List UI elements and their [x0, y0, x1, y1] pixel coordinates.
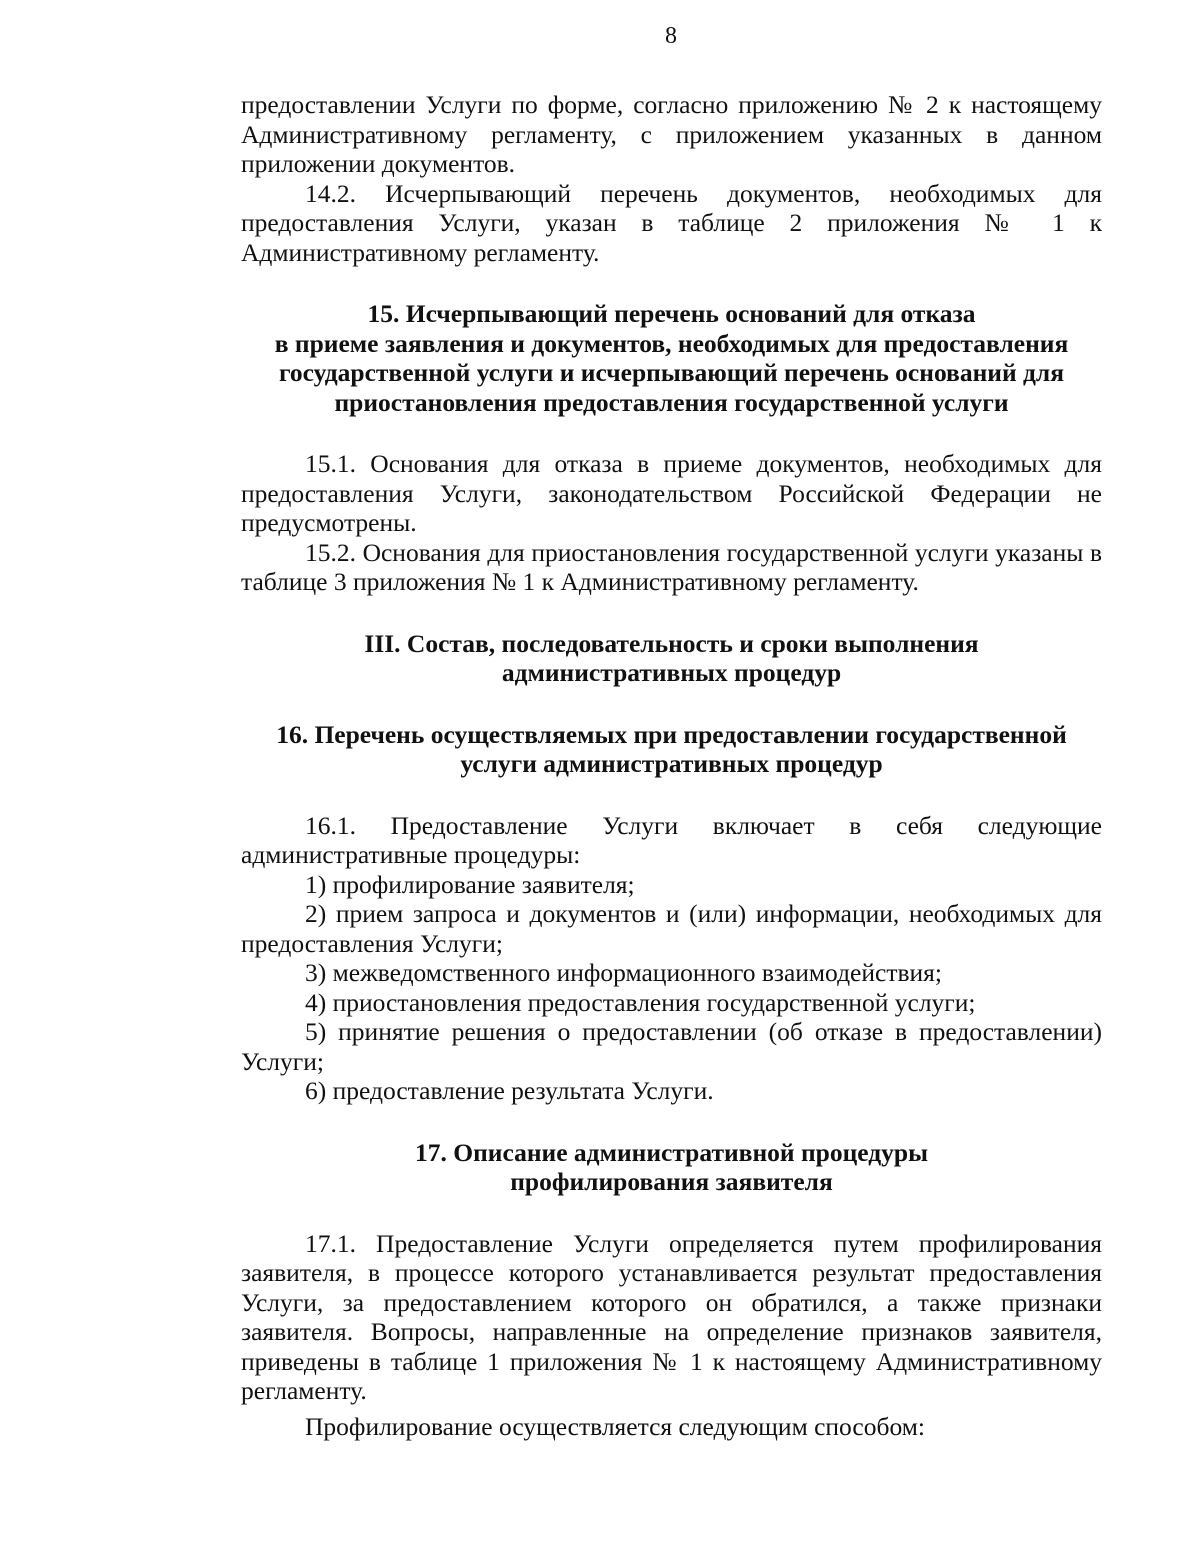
heading-line: в приеме заявления и документов, необходимых для предоставления [274, 328, 1069, 358]
list-item: 2) прием запроса и документов и (или) информации, необходимых для предоставления Услуги; [241, 899, 1102, 958]
section-heading-17 [241, 1138, 1102, 1197]
paragraph-intro: предоставлении Услуги по форме, согласно приложению № 2 к настоящему Административному регламенту, с приложением указанных в данном приложении документов. [241, 90, 1102, 178]
heading-line: профилирования заявителя [510, 1167, 833, 1196]
chapter-heading-3 [241, 629, 1102, 688]
page-content [241, 90, 1102, 1441]
paragraph-15-1: 15.1. Основания для отказа в приеме документов, необходимых для предоставления Услуги, законодательством Российской Федерации не предусмотрены. [241, 449, 1102, 537]
heading-line: приостановления предоставления государственной услуги [334, 387, 1009, 417]
list-item: 1) профилирование заявителя; [305, 869, 635, 899]
paragraph-14-2: 14.2. Исчерпывающий перечень документов, необходимых для предоставления Услуги, указан в таблице 2 приложения № 1 к Административному регламенту. [241, 178, 1102, 267]
list-item: 4) приостановления предоставления государственной услуги; [305, 987, 976, 1017]
section-heading-15 [241, 299, 1102, 417]
paragraph-15-2: 15.2. Основания для приостановления государственной услуги указаны в таблице 3 приложения № 1 к Административному регламенту. [241, 537, 1102, 596]
paragraph-16-1: 16.1. Предоставление Услуги включает в себя следующие административные процедуры: [241, 810, 1102, 869]
list-item: 6) предоставление результата Услуги. [305, 1076, 714, 1105]
heading-line: III. Состав, последовательность и сроки выполнения [364, 628, 979, 658]
page-number: 8 [665, 23, 677, 49]
paragraph-profiling: Профилирование осуществляется следующим способом: [305, 1411, 925, 1441]
list-item: 3) межведомственного информационного взаимодействия; [305, 958, 942, 987]
heading-line: административных процедур [501, 658, 842, 687]
list-item: 5) принятие решения о предоставлении (об отказе в предоставлении) Услуги; [241, 1017, 1102, 1076]
heading-line: государственной услуги и исчерпывающий перечень оснований для [278, 358, 1065, 387]
heading-line: 17. Описание административной процедуры [415, 1137, 928, 1167]
heading-line: 16. Перечень осуществляемых при предоставлении государственной [276, 719, 1067, 749]
heading-line: 15. Исчерпывающий перечень оснований для отказа [367, 299, 976, 328]
section-heading-16 [241, 720, 1102, 779]
heading-line: услуги административных процедур [460, 749, 883, 778]
paragraph-17-1: 17.1. Предоставление Услуги определяется путем профилирования заявителя, в процессе которого устанавливается результат предоставления Услуги, за предоставлением которого он обратился, а также признаки заявителя. Вопросы, направленные на определение признаков заявителя, приведены в таблице 1 приложения № 1 к настоящему Административному регламенту. [241, 1228, 1102, 1405]
